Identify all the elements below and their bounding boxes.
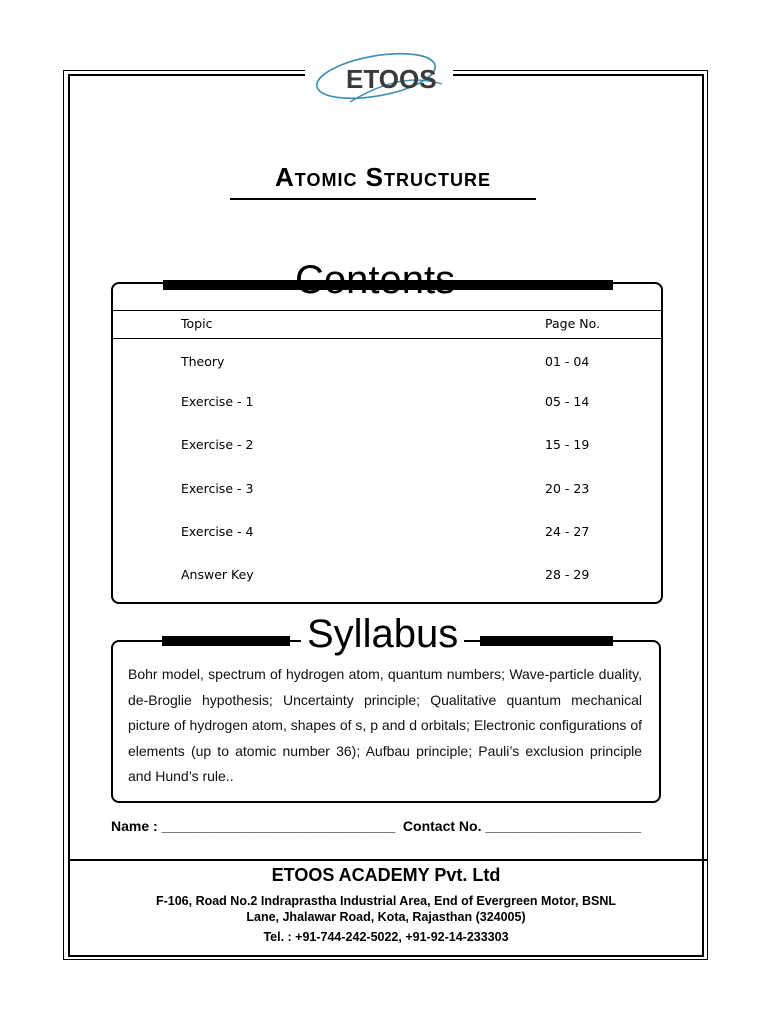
address-line-1: F-106, Road No.2 Indraprastha Industrial Area, End of Evergreen Motor, BSNL bbox=[155, 894, 617, 908]
toc-row-topic: Exercise - 2 bbox=[181, 437, 254, 452]
toc-row-pages: 05 - 14 bbox=[545, 394, 590, 409]
column-header-page-no: Page No. bbox=[545, 316, 600, 331]
toc-row-topic: Theory bbox=[181, 354, 225, 369]
company-name: ETOOS ACADEMY Pvt. Ltd bbox=[271, 865, 501, 885]
phone-line: Tel. : +91-744-242-5022, +91-92-14-233303 bbox=[263, 930, 509, 944]
syllabus-left-bar bbox=[162, 636, 290, 646]
table-header-rule bbox=[113, 338, 661, 339]
toc-row-topic: Exercise - 4 bbox=[181, 524, 254, 539]
document-title: Atomic Structure bbox=[275, 162, 491, 192]
toc-row-pages: 28 - 29 bbox=[545, 567, 590, 582]
logo-text: ETOOS bbox=[346, 64, 437, 94]
toc-row-topic: Answer Key bbox=[181, 567, 254, 582]
syllabus-heading: Syllabus bbox=[301, 614, 464, 654]
footer-rule bbox=[68, 859, 708, 861]
name-contact-line: Name : ______________________________ Contact No. ____________________ bbox=[111, 818, 642, 834]
toc-row-topic: Exercise - 1 bbox=[181, 394, 254, 409]
toc-row-topic: Exercise - 3 bbox=[181, 481, 254, 496]
toc-row-pages: 15 - 19 bbox=[545, 437, 590, 452]
toc-row-pages: 20 - 23 bbox=[545, 481, 590, 496]
contents-heading: Contents bbox=[295, 258, 456, 302]
syllabus-right-bar bbox=[480, 636, 613, 646]
etoos-logo bbox=[310, 44, 450, 112]
table-top-rule bbox=[113, 310, 661, 311]
column-header-topic: Topic bbox=[181, 316, 213, 331]
address-line-2: Lane, Jhalawar Road, Kota, Rajasthan (324005) bbox=[246, 910, 526, 924]
toc-row-pages: 01 - 04 bbox=[545, 354, 590, 369]
syllabus-text: Bohr model, spectrum of hydrogen atom, quantum numbers; Wave-particle duality, de-Broglie hypothesis; Uncertainty principle; Qualitative quantum mechanical picture of hydrogen atom, shapes of s, p and d orbitals; Electronic configurations of elements (up to atomic number 36); Aufbau principle; Pauli’s exclusion principle and Hund’s rule.. bbox=[128, 666, 642, 785]
toc-row-pages: 24 - 27 bbox=[545, 524, 590, 539]
title-underline bbox=[230, 198, 536, 200]
